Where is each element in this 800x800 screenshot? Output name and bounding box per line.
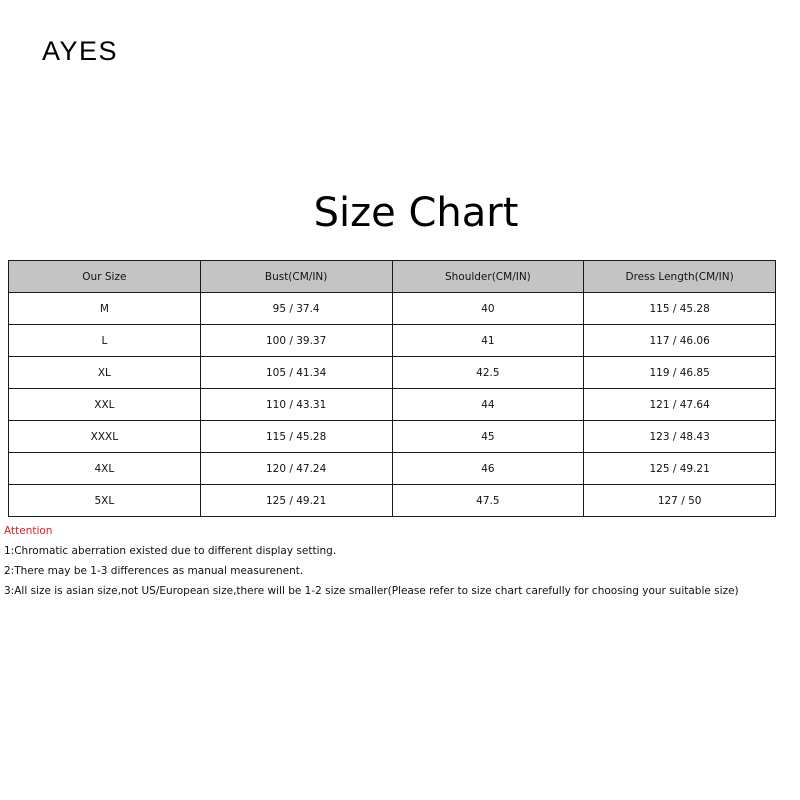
cell-shoulder: 46 bbox=[392, 453, 584, 485]
note-item: 2:There may be 1-3 differences as manual measurenent. bbox=[4, 565, 304, 577]
note-item: 3:All size is asian size,not US/European size,there will be 1-2 size smaller(Please refer to size chart carefully for choosing your suitable size) bbox=[4, 585, 739, 597]
cell-size: XL bbox=[9, 357, 201, 389]
cell-size: XXXL bbox=[9, 421, 201, 453]
brand-logo: AYES bbox=[42, 36, 119, 66]
cell-dress-length: 119 / 46.85 bbox=[584, 357, 776, 389]
header-shoulder: Shoulder(CM/IN) bbox=[392, 261, 584, 293]
cell-bust: 105 / 41.34 bbox=[200, 357, 392, 389]
table-row bbox=[9, 389, 776, 421]
size-chart-table bbox=[8, 260, 776, 517]
table-row bbox=[9, 325, 776, 357]
table-header-row bbox=[9, 261, 776, 293]
cell-size: 5XL bbox=[9, 485, 201, 517]
table-row bbox=[9, 421, 776, 453]
cell-bust: 125 / 49.21 bbox=[200, 485, 392, 517]
header-bust: Bust(CM/IN) bbox=[200, 261, 392, 293]
page-title: Size Chart bbox=[313, 190, 519, 236]
cell-dress-length: 127 / 50 bbox=[584, 485, 776, 517]
cell-dress-length: 117 / 46.06 bbox=[584, 325, 776, 357]
table-row bbox=[9, 293, 776, 325]
cell-dress-length: 125 / 49.21 bbox=[584, 453, 776, 485]
cell-dress-length: 115 / 45.28 bbox=[584, 293, 776, 325]
header-our-size: Our Size bbox=[9, 261, 201, 293]
cell-bust: 100 / 39.37 bbox=[200, 325, 392, 357]
cell-dress-length: 121 / 47.64 bbox=[584, 389, 776, 421]
header-dress-length: Dress Length(CM/IN) bbox=[584, 261, 776, 293]
cell-shoulder: 42.5 bbox=[392, 357, 584, 389]
cell-size: L bbox=[9, 325, 201, 357]
cell-shoulder: 44 bbox=[392, 389, 584, 421]
cell-shoulder: 45 bbox=[392, 421, 584, 453]
cell-bust: 110 / 43.31 bbox=[200, 389, 392, 421]
cell-shoulder: 41 bbox=[392, 325, 584, 357]
cell-shoulder: 40 bbox=[392, 293, 584, 325]
cell-bust: 120 / 47.24 bbox=[200, 453, 392, 485]
note-item: 1:Chromatic aberration existed due to different display setting. bbox=[4, 545, 337, 557]
cell-dress-length: 123 / 48.43 bbox=[584, 421, 776, 453]
table-row bbox=[9, 485, 776, 517]
cell-bust: 95 / 37.4 bbox=[200, 293, 392, 325]
attention-heading: Attention bbox=[4, 525, 53, 537]
attention-notes bbox=[4, 521, 739, 601]
cell-shoulder: 47.5 bbox=[392, 485, 584, 517]
cell-bust: 115 / 45.28 bbox=[200, 421, 392, 453]
cell-size: M bbox=[9, 293, 201, 325]
table-row bbox=[9, 453, 776, 485]
cell-size: 4XL bbox=[9, 453, 201, 485]
table-row bbox=[9, 357, 776, 389]
cell-size: XXL bbox=[9, 389, 201, 421]
